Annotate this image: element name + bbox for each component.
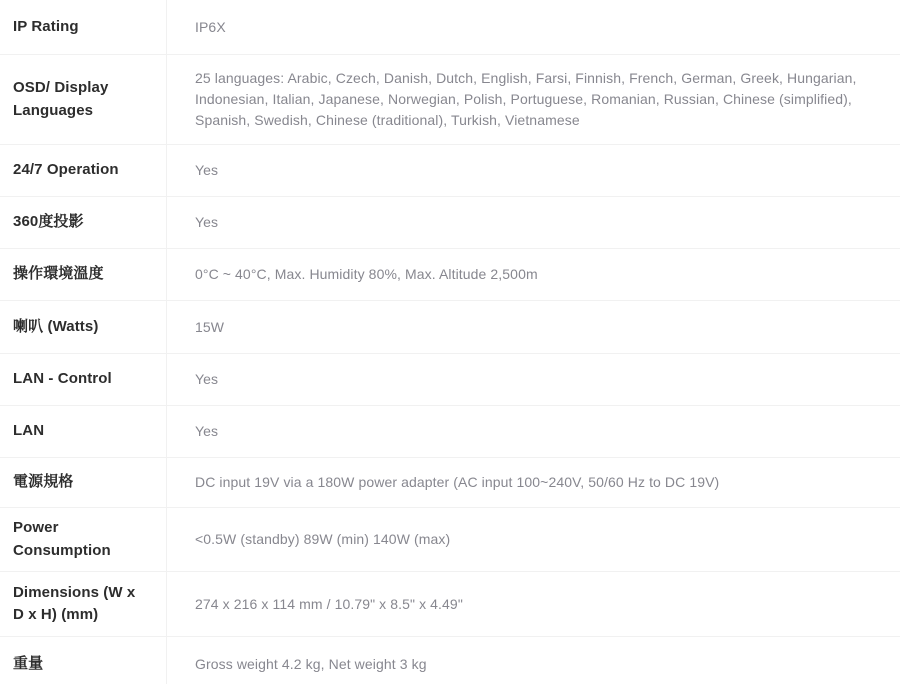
spec-label: OSD/ Display Languages xyxy=(0,55,167,144)
spec-row-power-consumption xyxy=(0,508,900,572)
spec-value: 25 languages: Arabic, Czech, Danish, Dutch, English, Farsi, Finnish, French, German, Greek, Hungarian, Indonesian, Italian, Japanese, Norwegian, Polish, Portuguese, Romanian, Russian, Chinese (simplified), Spanish, Swedish, Chinese (traditional), Turkish, Vietnamese xyxy=(195,70,857,128)
spec-row-osd-languages xyxy=(0,55,900,145)
spec-label: 操作環境溫度 xyxy=(0,249,167,300)
spec-value: Yes xyxy=(195,423,219,439)
spec-value: 0°C ~ 40°C, Max. Humidity 80%, Max. Altitude 2,500m xyxy=(195,266,538,282)
spec-label: Power Consumption xyxy=(0,508,167,571)
spec-label: IP Rating xyxy=(0,0,167,54)
spec-value: IP6X xyxy=(195,18,226,35)
spec-value: Yes xyxy=(195,371,219,387)
spec-label: 360度投影 xyxy=(0,197,167,248)
spec-value: <0.5W (standby) 89W (min) 140W (max) xyxy=(195,531,451,547)
spec-label: Dimensions (W x D x H) (mm) xyxy=(0,572,167,636)
spec-value: DC input 19V via a 180W power adapter (AC input 100~240V, 50/60 Hz to DC 19V) xyxy=(195,474,720,490)
spec-value: 15W xyxy=(195,318,225,335)
spec-row-360-projection xyxy=(0,197,900,249)
spec-label: 重量 xyxy=(0,637,167,684)
spec-value: Yes xyxy=(195,162,219,178)
spec-row-operating-temperature xyxy=(0,249,900,301)
spec-row-lan-control xyxy=(0,354,900,406)
spec-label: LAN - Control xyxy=(0,354,167,405)
spec-value: 274 x 216 x 114 mm / 10.79" x 8.5" x 4.49" xyxy=(195,595,463,612)
spec-row-speaker-watts xyxy=(0,301,900,354)
spec-row-weight xyxy=(0,637,900,684)
spec-row-power-supply xyxy=(0,458,900,508)
spec-value: Gross weight 4.2 kg, Net weight 3 kg xyxy=(195,655,427,672)
spec-label: 電源規格 xyxy=(0,458,167,507)
spec-row-247-operation xyxy=(0,145,900,197)
spec-label: 喇叭 (Watts) xyxy=(0,301,167,353)
spec-row-lan xyxy=(0,406,900,458)
spec-row-dimensions xyxy=(0,572,900,637)
spec-row-ip-rating xyxy=(0,0,900,55)
spec-label: 24/7 Operation xyxy=(0,145,167,196)
spec-label: LAN xyxy=(0,406,167,457)
spec-value: Yes xyxy=(195,214,219,230)
